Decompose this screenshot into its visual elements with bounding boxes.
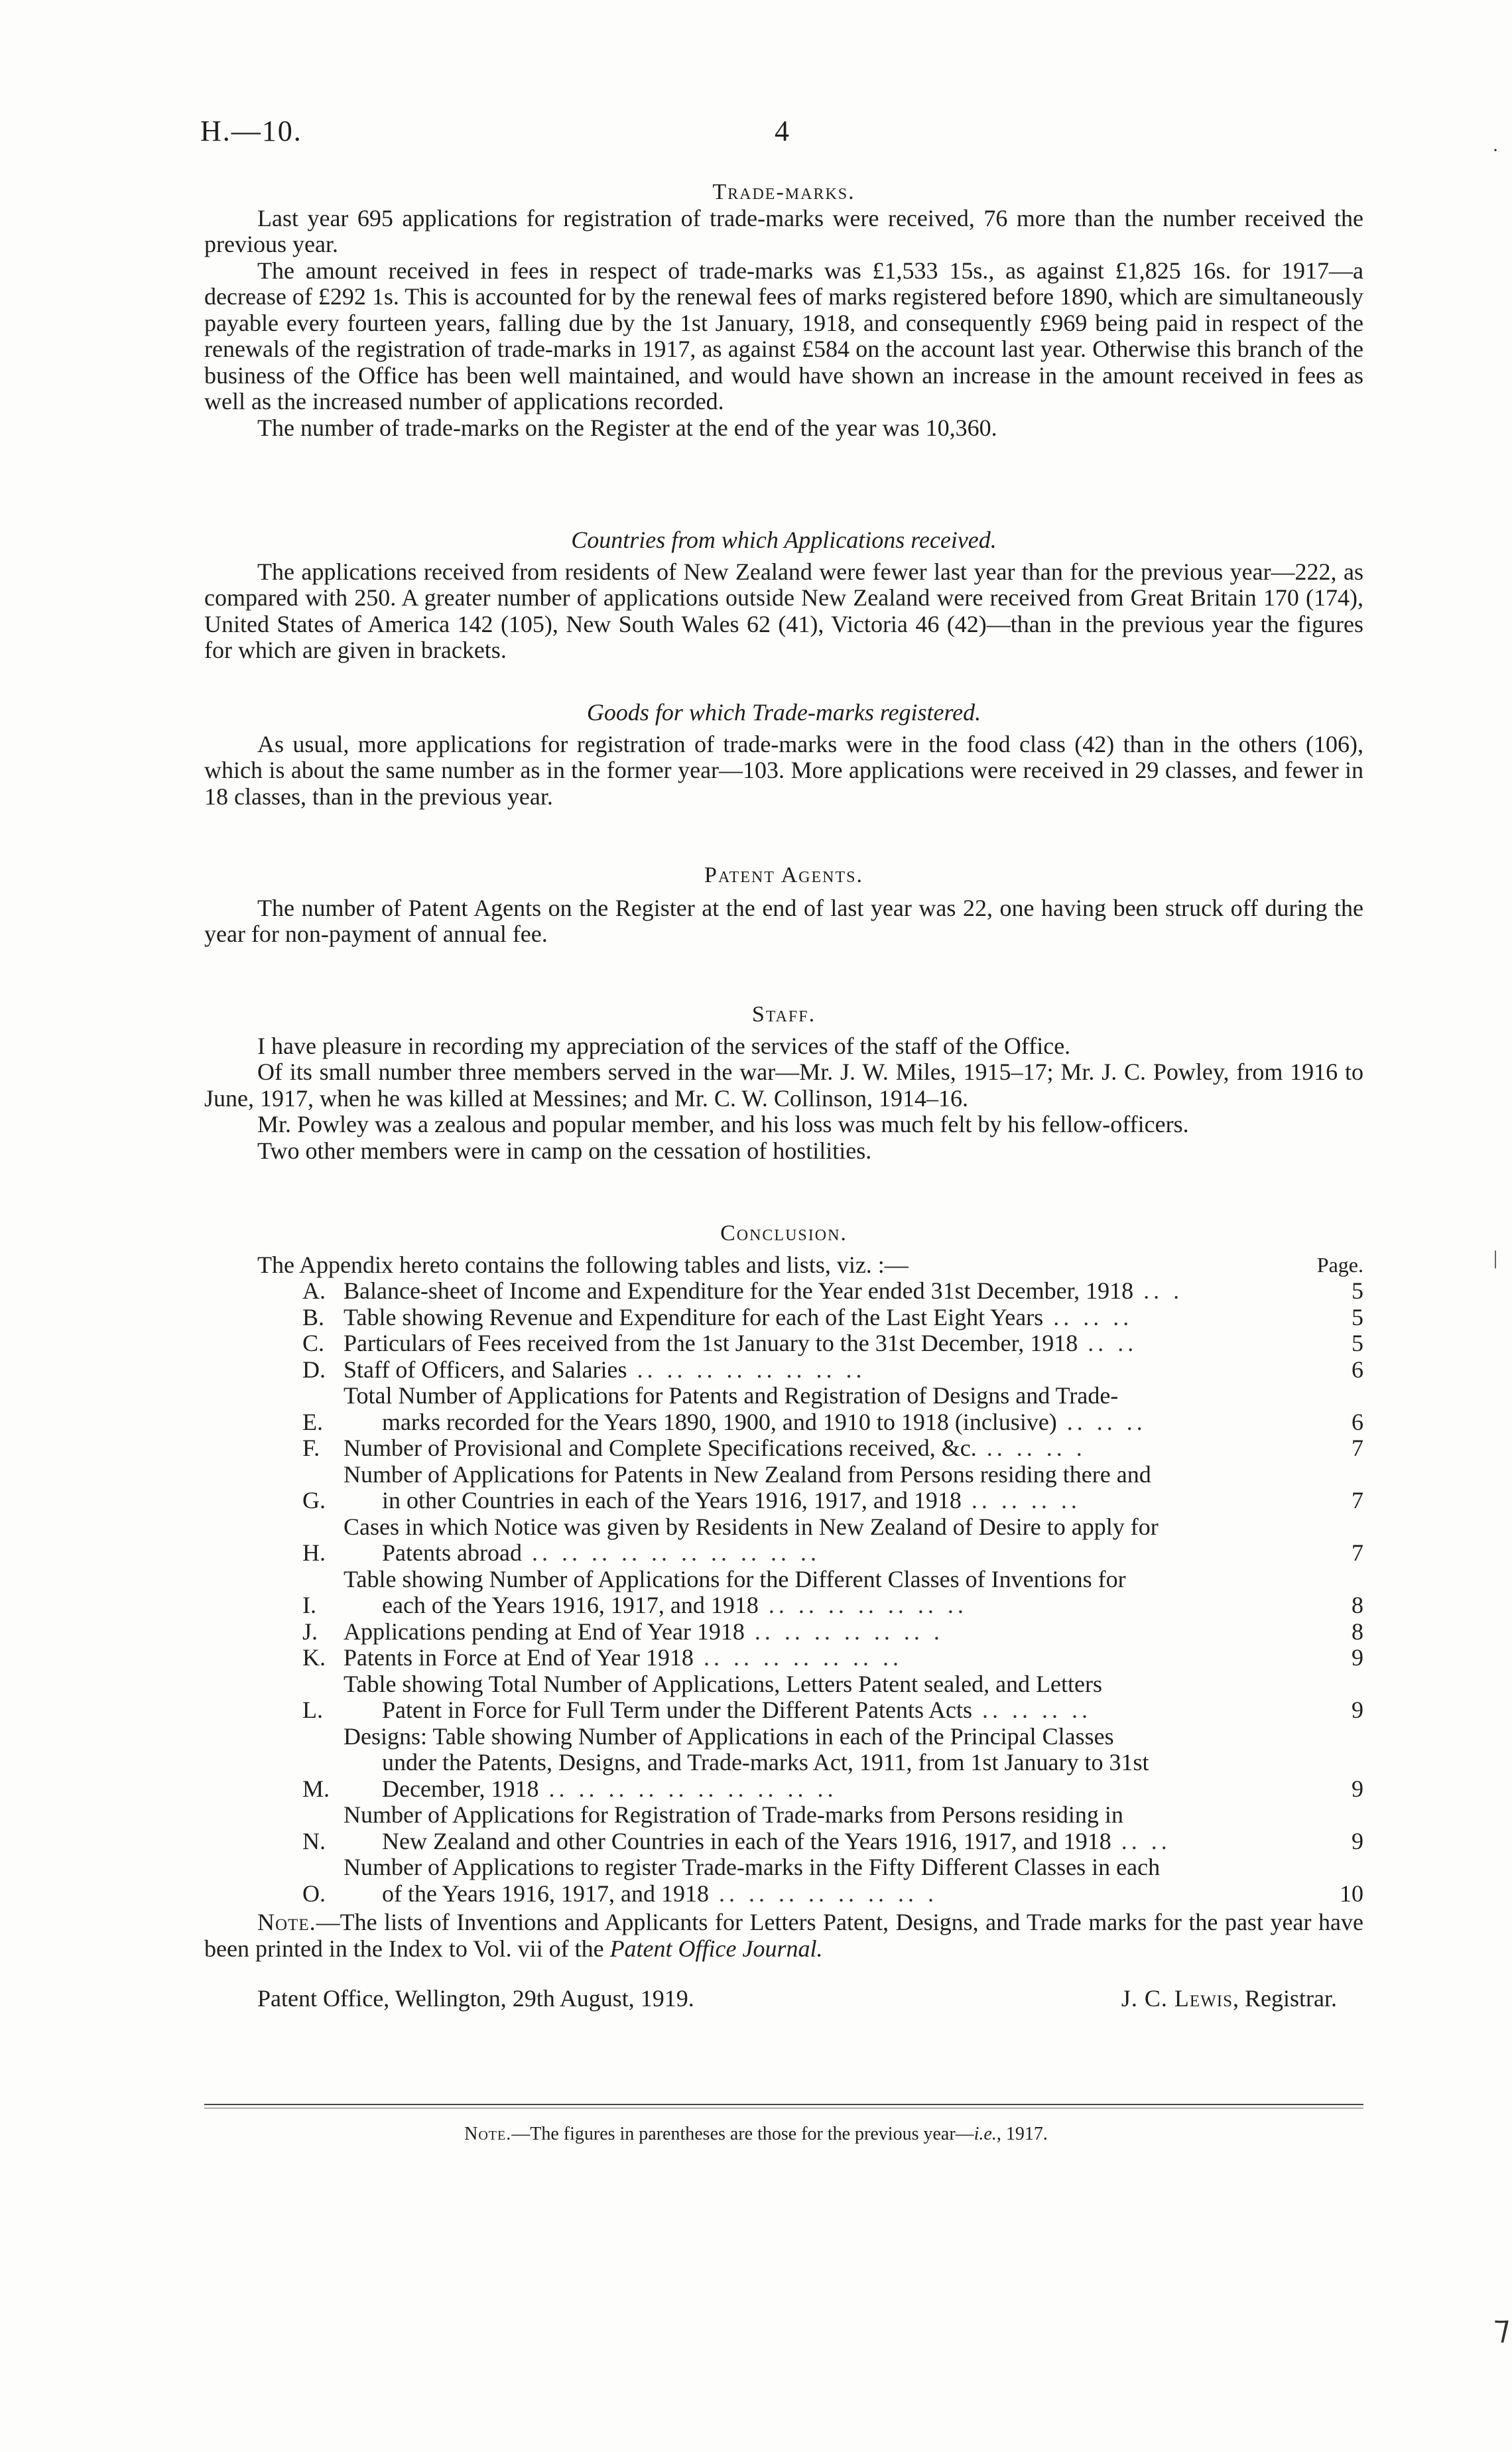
countries-paragraph: The applications received from residents of New Zealand were fewer last year than for the previous year—222, as compared with 250. A greater number of applications outside New Zealand were received from Great Britain 170 (174), United States of America 142 (105), New South Wales 62 (41), Victoria 46 (42)—than in the previous year the figures for which are given in brackets.: [204, 558, 1363, 663]
appendix-item-title: [344, 1435, 1324, 1462]
appendix-intro-text: The Appendix hereto contains the following tables and lists, viz. :—: [257, 1251, 909, 1278]
appendix-item-title: [344, 1854, 1324, 1907]
countries-section: [204, 527, 1363, 664]
appendix-item-title: [344, 1357, 1324, 1384]
appendix-item-page: 9: [1352, 1827, 1363, 1854]
appendix-item-letter: E.: [302, 1408, 323, 1435]
appendix-item-title: [344, 1724, 1324, 1803]
appendix-item-line: Table showing Revenue and Expenditure for each of the Last Eight Years .. .. ..: [344, 1303, 1133, 1330]
appendix-item-line: Applications pending at End of Year 1918 .. .. .. .. .. .. .: [344, 1618, 944, 1645]
appendix-item-line: Number of Applications for Patents in New Zealand from Persons residing there and: [344, 1460, 1151, 1488]
appendix-item-letter: G.: [302, 1487, 326, 1514]
countries-heading: Countries from which Applications received.: [571, 527, 997, 553]
leader-dots: .. .. .. .. .. .. ..: [693, 1644, 903, 1671]
footnote-label: Note.: [464, 2124, 512, 2144]
leader-dots: .. .. ..: [1056, 1408, 1147, 1435]
appendix-item-title: [344, 1567, 1324, 1619]
appendix-item-title: [344, 1462, 1324, 1514]
appendix-item-page: 5: [1352, 1303, 1363, 1330]
appendix-item-page: 7: [1352, 1539, 1363, 1566]
appendix-item: [204, 1330, 1363, 1357]
appendix-item-letter: K.: [302, 1644, 326, 1671]
leader-dots: .. ..: [1111, 1827, 1171, 1854]
staff-section: [204, 1001, 1363, 1164]
appendix-item-line: each of the Years 1916, 1917, and 1918 .. .. .. .. .. .. ..: [382, 1592, 968, 1618]
appendix-item: [204, 1278, 1363, 1305]
leader-dots: .. .. .. ..: [972, 1697, 1092, 1723]
appendix-item-page: 5: [1352, 1330, 1363, 1356]
footer-rule: [204, 2104, 1363, 2105]
trade-marks-paragraph-3: The number of trade-marks on the Register at the end of the year was 10,360.: [257, 414, 997, 441]
appendix-item-title: [344, 1802, 1324, 1854]
appendix-item-line: of the Years 1916, 1917, and 1918 .. .. .. .. .. .. .. .: [382, 1880, 938, 1907]
appendix-item-letter: I.: [302, 1592, 316, 1618]
document-reference: H.—10.: [200, 115, 302, 147]
leader-dots: .. .. ..: [1043, 1303, 1133, 1330]
appendix-item-line: Patent in Force for Full Term under the Different Patents Acts .. .. .. ..: [382, 1697, 1092, 1723]
appendix-item-title: [344, 1645, 1324, 1671]
appendix-item-letter: D.: [302, 1356, 326, 1383]
leader-dots: .. .. .. .. .. .. .: [744, 1618, 944, 1645]
appendix-item: [204, 1645, 1363, 1671]
page-column-label: Page.: [1316, 1252, 1363, 1277]
appendix-item: [204, 1671, 1363, 1724]
appendix-item-page: 7: [1352, 1487, 1363, 1514]
appendix-item-line: Number of Applications to register Trade-marks in the Fifty Different Classes in each: [344, 1854, 1161, 1880]
appendix-item-letter: J.: [302, 1618, 318, 1645]
leader-dots: .. .. .. ..: [961, 1487, 1081, 1514]
footnote: [0, 2124, 1512, 2145]
appendix-item-page: 6: [1352, 1356, 1363, 1383]
appendix-item-page: 9: [1352, 1644, 1363, 1671]
appendix-item-letter: B.: [302, 1303, 325, 1330]
appendix-item: [204, 1435, 1363, 1462]
appendix-item-title: [344, 1278, 1324, 1305]
appendix-item-line: marks recorded for the Years 1890, 1900, and 1910 to 1918 (inclusive) .. .. ..: [382, 1408, 1147, 1435]
leader-dots: .. ..: [1078, 1330, 1138, 1356]
leader-dots: .. .. .. .. .. .. .. ..: [627, 1356, 866, 1383]
appendix-item-title: [344, 1671, 1324, 1724]
appendix-item: [204, 1567, 1363, 1619]
signoff-signature: [1121, 1986, 1337, 2012]
appendix-item-page: 9: [1352, 1697, 1363, 1723]
patent-agents-heading: Patent Agents.: [704, 863, 863, 887]
leader-dots: .. .. .. .. .. .. ..: [758, 1592, 968, 1618]
appendix-item-letter: L.: [302, 1697, 323, 1723]
appendix-item-page: 8: [1352, 1592, 1363, 1618]
leader-dots: .. .. .. .: [976, 1435, 1086, 1461]
appendix-item-title: [344, 1619, 1324, 1645]
appendix-item-line: Total Number of Applications for Patents and Registration of Designs and Trade-: [344, 1382, 1119, 1409]
appendix-item-title: [344, 1330, 1324, 1357]
appendix-item-line: Staff of Officers, and Salaries .. .. .. .. .. .. .. ..: [344, 1356, 866, 1383]
appendix-item-letter: O.: [302, 1880, 326, 1907]
appendix-intro: [204, 1252, 1363, 1279]
appendix-item-line: Balance-sheet of Income and Expenditure for the Year ended 31st December, 1918 .. .: [344, 1277, 1184, 1304]
appendix-item-letter: M.: [302, 1775, 330, 1802]
appendix-item-line: Patents abroad .. .. .. .. .. .. .. .. .. ..: [382, 1539, 820, 1566]
signoff-title: , Registrar.: [1233, 1985, 1337, 2012]
appendix-item-page: 9: [1352, 1775, 1363, 1802]
staff-line-2: Of its small number three members served in the war—Mr. J. W. Miles, 1915–17; Mr. J. C. Powley, from 1916 to June, 1917, when he was killed at Messines; and Mr. C. W. Collinson, 1914–16.: [204, 1059, 1363, 1112]
appendix-item-page: 5: [1352, 1277, 1363, 1304]
conclusion-section: [204, 1220, 1363, 2012]
appendix-item-page: 6: [1352, 1408, 1363, 1435]
appendix-item-letter: F.: [302, 1435, 320, 1461]
staff-line-3: Mr. Powley was a zealous and popular member, and his loss was much felt by his fellow-officers.: [257, 1111, 1189, 1137]
appendix-item-page: 10: [1340, 1880, 1363, 1907]
appendix-item: [204, 1854, 1363, 1907]
appendix-item: [204, 1357, 1363, 1384]
signoff-place-date: Patent Office, Wellington, 29th August, 1919.: [257, 1985, 694, 2012]
appendix-item-line: under the Patents, Designs, and Trade-marks Act, 1911, from 1st January to 31st: [382, 1749, 1149, 1775]
appendix-item-letter: A.: [302, 1277, 326, 1304]
appendix-item: [204, 1305, 1363, 1331]
conclusion-note: [204, 1909, 1363, 1962]
goods-heading: Goods for which Trade-marks registered.: [586, 699, 981, 726]
appendix-item-line: Table showing Total Number of Applications, Letters Patent sealed, and Letters: [344, 1670, 1103, 1697]
margin-tick: ·: [1492, 139, 1499, 161]
trade-marks-section: [204, 179, 1363, 441]
appendix-item-line: Patents in Force at End of Year 1918 .. .. .. .. .. .. ..: [344, 1644, 903, 1671]
staff-line-1: I have pleasure in recording my appreciation of the services of the staff of the Office.: [257, 1032, 1071, 1059]
staff-line-4: Two other members were in camp on the cessation of hostilities.: [257, 1137, 872, 1164]
appendix-item-line: Table showing Number of Applications for the Different Classes of Inventions for: [344, 1565, 1126, 1592]
trade-marks-paragraph-1: Last year 695 applications for registration of trade-marks were received, 76 more than the number received the previous year.: [204, 204, 1363, 257]
leader-dots: .. .: [1133, 1277, 1184, 1304]
note-text: —The lists of Inventions and Applicants for Letters Patent, Designs, and Trade marks for the past year have been printed in the Index to Vol. vii of the: [204, 1909, 1363, 1962]
goods-paragraph: As usual, more applications for registration of trade-marks were in the food class (42) than in the others (106), which is about the same number as in the former year—103. More applications were received in 29 classes, and fewer in 18 classes, than in the previous year.: [204, 730, 1363, 810]
trade-marks-paragraph-2: The amount received in fees in respect of trade-marks was £1,533 15s., as against £1,825 16s. for 1917—a decrease of £292 1s. This is accounted for by the renewal fees of marks registered before 1890, which are simultaneously payable every fourteen years, falling due by the 1st January, 1918, and consequently £969 being paid in respect of the renewals of the registration of trade-marks in 1917, as against £584 on the account last year. Otherwise this branch of the business of the Office has been well maintained, and would have shown an increase in the amount received in fees as well as the increased number of applications recorded.: [204, 257, 1363, 415]
note-journal: Patent Office Journal.: [609, 1935, 823, 1962]
footnote-text: —The figures in parentheses are those for the previous year—: [511, 2124, 974, 2144]
leader-dots: .. .. .. .. .. .. .. .. .. ..: [538, 1775, 838, 1802]
appendix-item-line: Designs: Table showing Number of Applications in each of the Principal Classes: [344, 1722, 1114, 1750]
patent-agents-paragraph: The number of Patent Agents on the Register at the end of last year was 22, one having been struck off during the year for non-payment of annual fee.: [204, 894, 1363, 947]
appendix-item: [204, 1383, 1363, 1435]
appendix-item-title: [344, 1305, 1324, 1331]
appendix-item-line: Particulars of Fees received from the 1st January to the 31st December, 1918 .. ..: [344, 1330, 1138, 1356]
appendix-item-page: 7: [1352, 1435, 1363, 1461]
staff-heading: Staff.: [751, 1002, 816, 1027]
appendix-item-title: [344, 1514, 1324, 1567]
appendix-item-letter: N.: [302, 1827, 326, 1854]
signoff-name: J. C. Lewis: [1121, 1985, 1233, 2012]
appendix-item-line: December, 1918 .. .. .. .. .. .. .. .. .. ..: [382, 1775, 838, 1802]
appendix-item-line: Cases in which Notice was given by Residents in New Zealand of Desire to apply for: [344, 1513, 1159, 1540]
appendix-table-of-contents: [204, 1278, 1363, 1907]
appendix-item: [204, 1514, 1363, 1567]
patent-agents-section: [204, 862, 1363, 948]
appendix-item-line: in other Countries in each of the Years 1916, 1917, and 1918 .. .. .. ..: [382, 1487, 1081, 1514]
appendix-item-letter: H.: [302, 1539, 326, 1566]
leader-dots: .. .. .. .. .. .. .. .: [708, 1880, 938, 1907]
appendix-item-line: New Zealand and other Countries in each of the Years 1916, 1917, and 1918 .. ..: [382, 1827, 1171, 1854]
appendix-item-line: Number of Applications for Registration of Trade-marks from Persons residing in: [344, 1801, 1123, 1828]
appendix-item: [204, 1802, 1363, 1854]
appendix-item-page: 8: [1352, 1618, 1363, 1645]
appendix-item-letter: C.: [302, 1330, 325, 1356]
appendix-item-title: [344, 1383, 1324, 1435]
appendix-item: [204, 1619, 1363, 1645]
appendix-item-line: Number of Provisional and Complete Specifications received, &c. .. .. .. .: [344, 1435, 1086, 1461]
trade-marks-heading: Trade-marks.: [712, 180, 855, 204]
conclusion-heading: Conclusion.: [720, 1221, 848, 1246]
footnote-year: , 1917.: [996, 2124, 1048, 2144]
signoff: [204, 1986, 1363, 2012]
margin-mark: ⁊: [1493, 2309, 1510, 2346]
appendix-item: [204, 1462, 1363, 1514]
note-label: Note.: [257, 1909, 316, 1935]
margin-tick: |: [1493, 1247, 1498, 1269]
appendix-item: [204, 1724, 1363, 1803]
footnote-ie: i.e.: [974, 2124, 997, 2144]
goods-section: [204, 700, 1363, 810]
leader-dots: .. .. .. .. .. .. .. .. .. ..: [521, 1539, 820, 1566]
page-number: 4: [775, 115, 789, 147]
